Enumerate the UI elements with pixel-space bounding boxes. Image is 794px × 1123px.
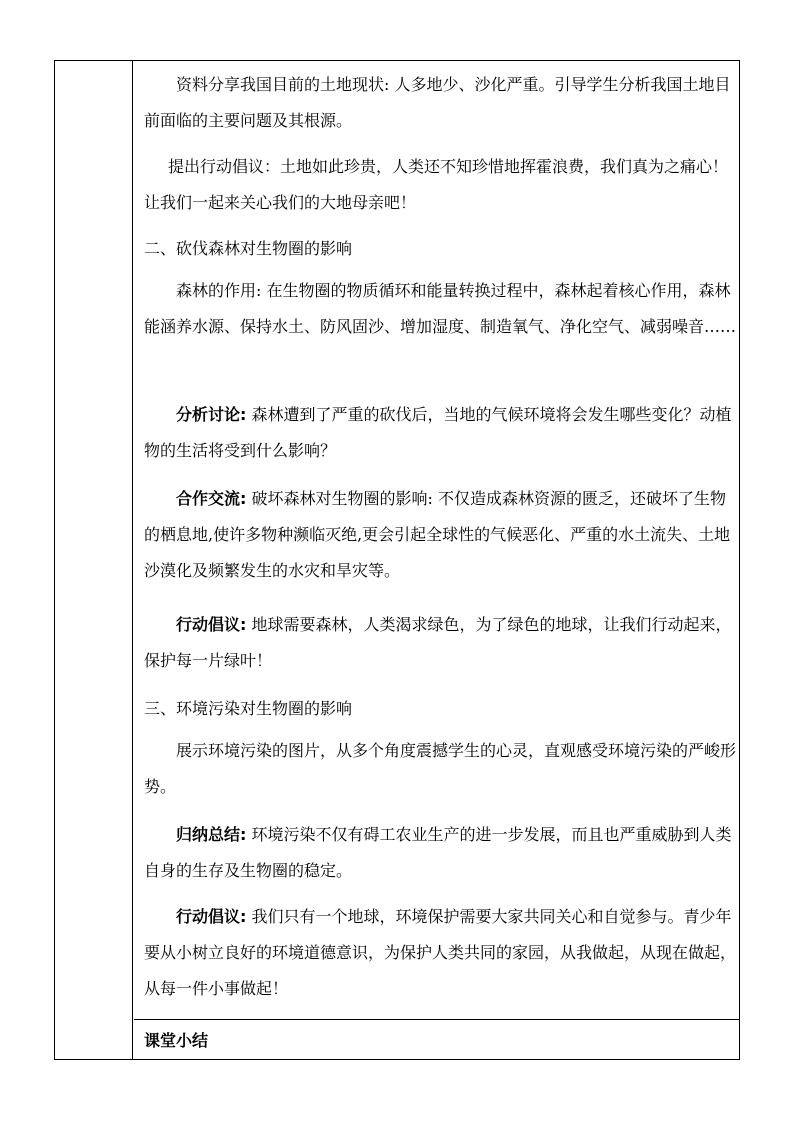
class-summary-row (134, 1019, 739, 1059)
paragraph-pollution-images: 展示环境污染的图片，从多个角度震撼学生的心灵，直观感受环境污染的严峻形势。 (144, 741, 737, 796)
paragraph-environment-initiative: 行动倡议: 我们只有一个地球，环境保护需要大家共同关心和自觉参与。青少年要从小树立良好的环境道德意识，为保护人类共同的家园，从我做起，从现在做起，从每一件小事做起！ (144, 907, 737, 998)
paragraph-summary-conclusion: 归纳总结: 环境污染不仅有碍工农业生产的进一步发展，而且也严重威胁到人类自身的生存及生物圈的稳定。 (144, 825, 732, 880)
left-label-column (55, 61, 133, 1059)
paragraph-land-status: 资料分享我国目前的土地现状: 人多地少、沙化严重。引导学生分析我国土地目前面临的主要问题及其根源。 (144, 75, 731, 130)
paragraph-cooperation-exchange: 合作交流: 破坏森林对生物圈的影响: 不仅造成森林资源的匮乏，还破坏了生物的栖息地,使许多物种濒临灭绝,更会引起全球性的气候恶化、严重的水土流失、土地沙漠化及频繁发生的水灾和旱灾等。 (144, 489, 731, 580)
paragraph-land-initiative: 提出行动倡议：土地如此珍贵，人类还不知珍惜地挥霍浪费，我们真为之痛心！让我们一起来关心我们的大地母亲吧！ (144, 157, 729, 212)
lesson-plan-table (54, 60, 740, 1060)
paragraph-forest-initiative: 行动倡议: 地球需要森林，人类渴求绿色，为了绿色的地球，让我们行动起来，保护每一片绿叶！ (144, 615, 732, 670)
content-cell (134, 61, 739, 1019)
section-heading-forest: 二、砍伐森林对生物圈的影响 (144, 239, 353, 258)
class-summary-label: 课堂小结 (144, 1031, 209, 1050)
paragraph-forest-role: 森林的作用: 在生物圈的物质循环和能量转换过程中，森林起着核心作用，森林能涵养水源、保持水土、防风固沙、增加湿度、制造氧气、净化空气、减弱噪音…… (144, 281, 737, 336)
section-heading-pollution: 三、环境污染对生物圈的影响 (144, 699, 353, 718)
paragraph-analysis-discussion: 分析讨论: 森林遭到了严重的砍伐后，当地的气候环境将会发生哪些变化？动植物的生活将受到什么影响？ (144, 405, 732, 460)
